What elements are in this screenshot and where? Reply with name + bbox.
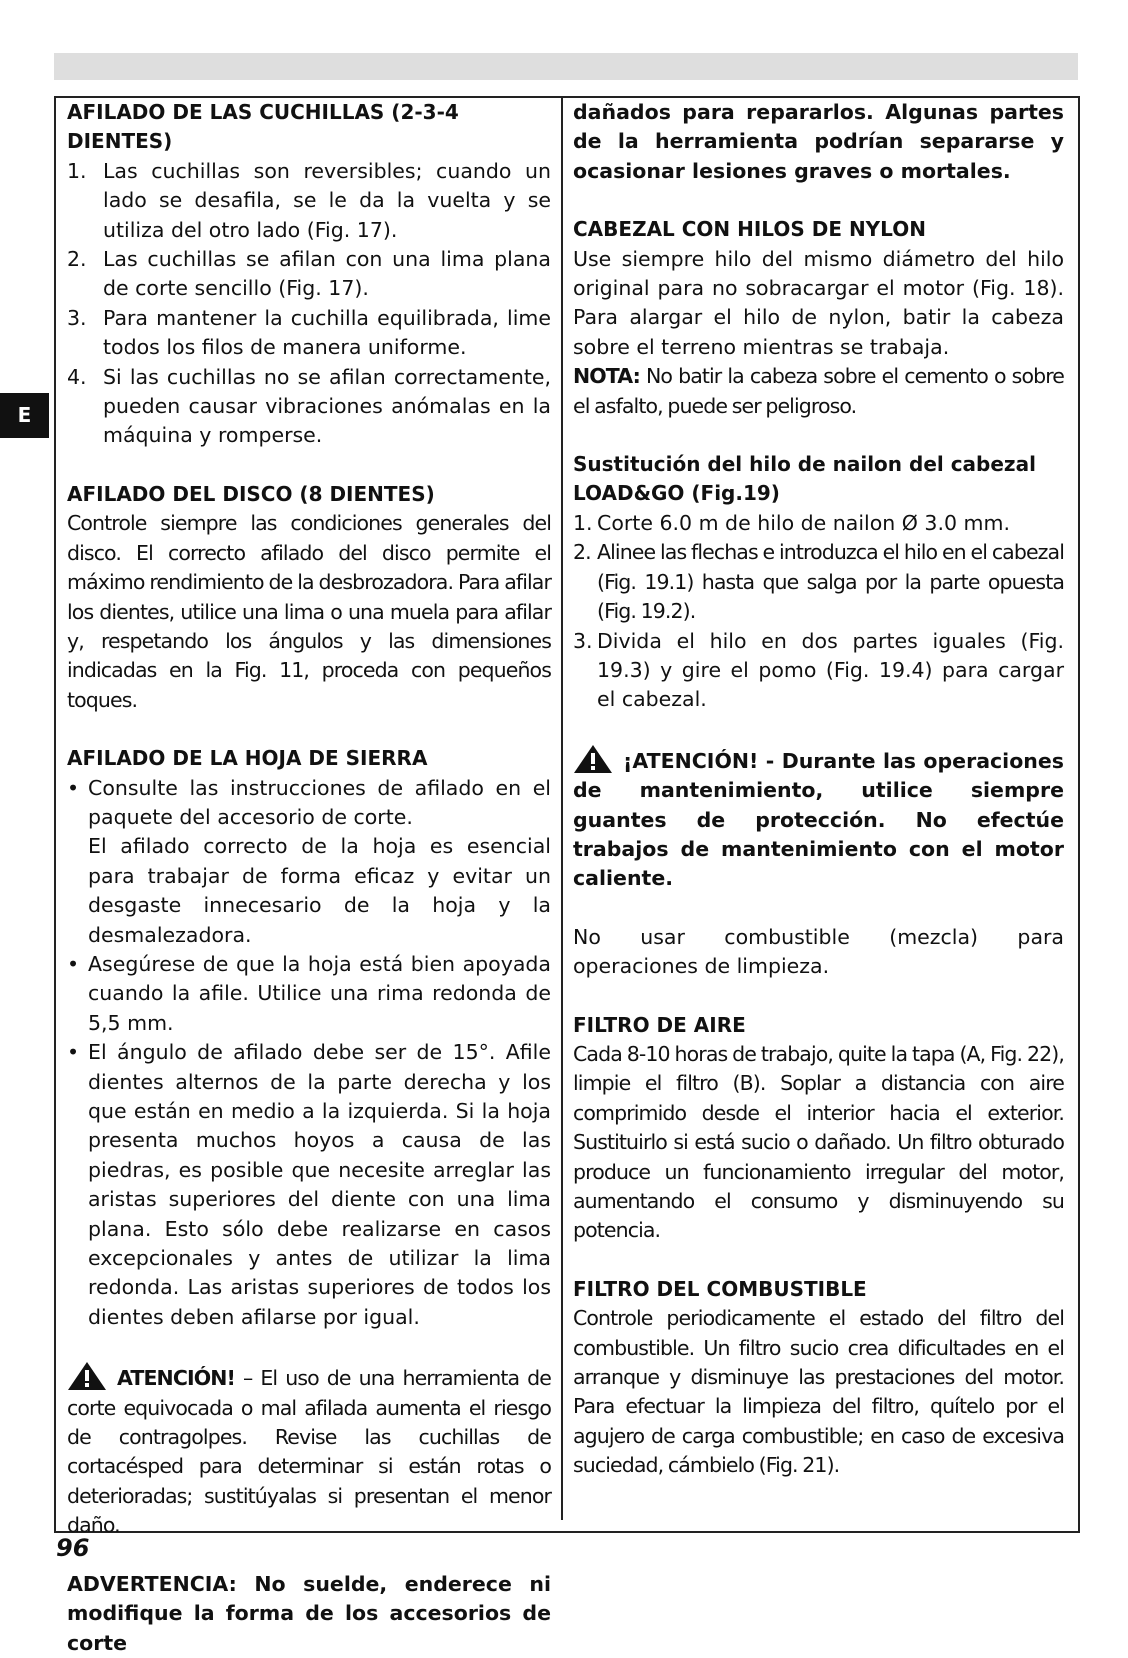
section-title-hoja-sierra: AFILADO DE LA HOJA DE SIERRA	[67, 746, 428, 771]
language-tab: E	[0, 393, 49, 438]
warning-2-text: ¡ATENCIÓN! - Durante las operaciones de mantenimiento, utilice siempre guantes de protección. No efectúe trabajos de mantenimiento con el motor caliente.	[573, 748, 1064, 891]
cuchillas-steps	[67, 157, 551, 451]
section-title-afilado-cuchillas: AFILADO DE LAS CUCHILLAS (2-3-4 DIENTES)	[67, 100, 459, 154]
warning-label: ATENCIÓN!	[117, 1366, 235, 1391]
combustible-note: No usar combustible (mezcla) para operaciones de limpieza.	[573, 924, 1064, 979]
warning-paragraph-2	[573, 744, 1064, 894]
warning-icon	[67, 1361, 107, 1391]
nota-text: No batir la cabeza sobre el cemento o sobre el asfalto, puede ser peligroso.	[573, 364, 1064, 418]
warning-text: – El uso de una herramienta de corte equivocada o mal afilada aumenta el riesgo de contragolpes. Revise las cuchillas de cortacésped para determinar si están rotas o deterioradas; sustitúyalas si presentan el menor daño.	[67, 1366, 551, 1538]
column-divider	[561, 98, 563, 1520]
advertencia-continued: dañados para repararlos. Algunas partes de la herramienta podrían separarse y ocasionar lesiones graves o mortales.	[573, 100, 1064, 183]
disco-text: Controle siempre las condiciones generales del disco. El correcto afilado del disco permite el máximo rendimiento de la desbrozadora. Para afilar los dientes, utilice una lima o una muela para afilar y, respetando los ángulos y las dimensiones indicadas en la Fig. 11, proceda con pequeños toques.	[67, 511, 551, 712]
list-item: • Consulte las instrucciones de afilado en el paquete del accesorio de corte. El afilado correcto de la hoja es esencial para trabajar de forma eficaz y evitar un desgaste innecesario de la hoja y la desmalezadora.	[67, 775, 551, 947]
section-title-afilado-disco: AFILADO DEL DISCO (8 DIENTES)	[67, 481, 435, 506]
filtro-combustible-text: Controle periodicamente el estado del filtro del combustible. Un filtro sucio crea dificultades en el arranque y disminuye las prestaciones del motor. Para efectuar la limpieza del filtro, quítelo por el agujero de carga combustible; en caso de excesiva suciedad, cámbielo (Fig. 21).	[573, 1306, 1064, 1478]
list-item: • Asegúrese de que la hoja está bien apoyada cuando la afile. Utilice una rima redonda de 5,5 mm.	[67, 951, 551, 1035]
warning-icon	[573, 744, 613, 774]
section-title-filtro-aire: FILTRO DE AIRE	[573, 1012, 746, 1037]
list-item: 2. Alinee las flechas e introduzca el hilo en el cabezal (Fig. 19.1) hasta que salga por la parte opuesta (Fig. 19.2).	[573, 540, 1064, 624]
list-item: 2. Las cuchillas se afilan con una lima plana de corte sencillo (Fig. 17).	[67, 247, 551, 301]
cabezal-text: Use siempre hilo del mismo diámetro del hilo original para no sobracargar el motor (Fig. 18). Para alargar el hilo de nylon, batir la cabeza sobre el terreno mientras se trabaja.	[573, 246, 1064, 359]
section-title-filtro-combustible: FILTRO DEL COMBUSTIBLE	[573, 1276, 867, 1301]
warning-paragraph	[67, 1361, 551, 1540]
header-bar	[54, 53, 1078, 80]
load-go-steps	[573, 509, 1064, 715]
section-title-load-go: Sustitución del hilo de nailon del cabezal LOAD&GO (Fig.19)	[573, 452, 1036, 506]
section-title-cabezal-nylon: CABEZAL CON HILOS DE NYLON	[573, 217, 926, 242]
advertencia-text: ADVERTENCIA: No suelde, enderece ni modifique la forma de los accesorios de corte	[67, 1571, 551, 1655]
right-column	[573, 98, 1064, 1481]
list-item: • El ángulo de afilado debe ser de 15°. Afile dientes alternos de la parte derecha y los que están en medio a la izquierda. Si la hoja presenta muchos hoyos a causa de las piedras, es posible que necesite arreglar las aristas superiores del diente con una lima plana. Esto sólo debe realizarse en casos excepcionales y antes de utilizar la lima redonda. Las aristas superiores de todos los dientes deben afilarse por igual.	[67, 1040, 551, 1329]
list-item: 3. Divida el hilo en dos partes iguales (Fig. 19.3) y gire el pomo (Fig. 19.4) para cargar el cabezal.	[573, 628, 1064, 712]
hoja-sierra-list	[67, 774, 551, 1333]
nota-label: NOTA:	[573, 364, 640, 389]
list-item: 4. Si las cuchillas no se afilan correctamente, pueden causar vibraciones anómalas en la máquina y romperse.	[67, 364, 551, 448]
list-item: 3. Para mantener la cuchilla equilibrada, lime todos los filos de manera uniforme.	[67, 305, 551, 360]
list-item: 1. Corte 6.0 m de hilo de nailon Ø 3.0 mm.	[573, 510, 1011, 535]
list-item: 1. Las cuchillas son reversibles; cuando un lado se desafila, se le da la vuelta y se utiliza del otro lado (Fig. 17).	[67, 158, 551, 242]
filtro-aire-text: Cada 8-10 horas de trabajo, quite la tapa (A, Fig. 22), limpie el filtro (B). Soplar a distancia con aire comprimido desde el interior hacia el exterior. Sustituirlo si está sucio o dañado. Un filtro obturado produce un funcionamiento irregular del motor, aumentando el consumo y disminuyendo su potencia.	[573, 1041, 1064, 1243]
page-number: 96	[56, 1534, 90, 1562]
nota-paragraph	[573, 362, 1064, 421]
left-column	[67, 98, 551, 1658]
